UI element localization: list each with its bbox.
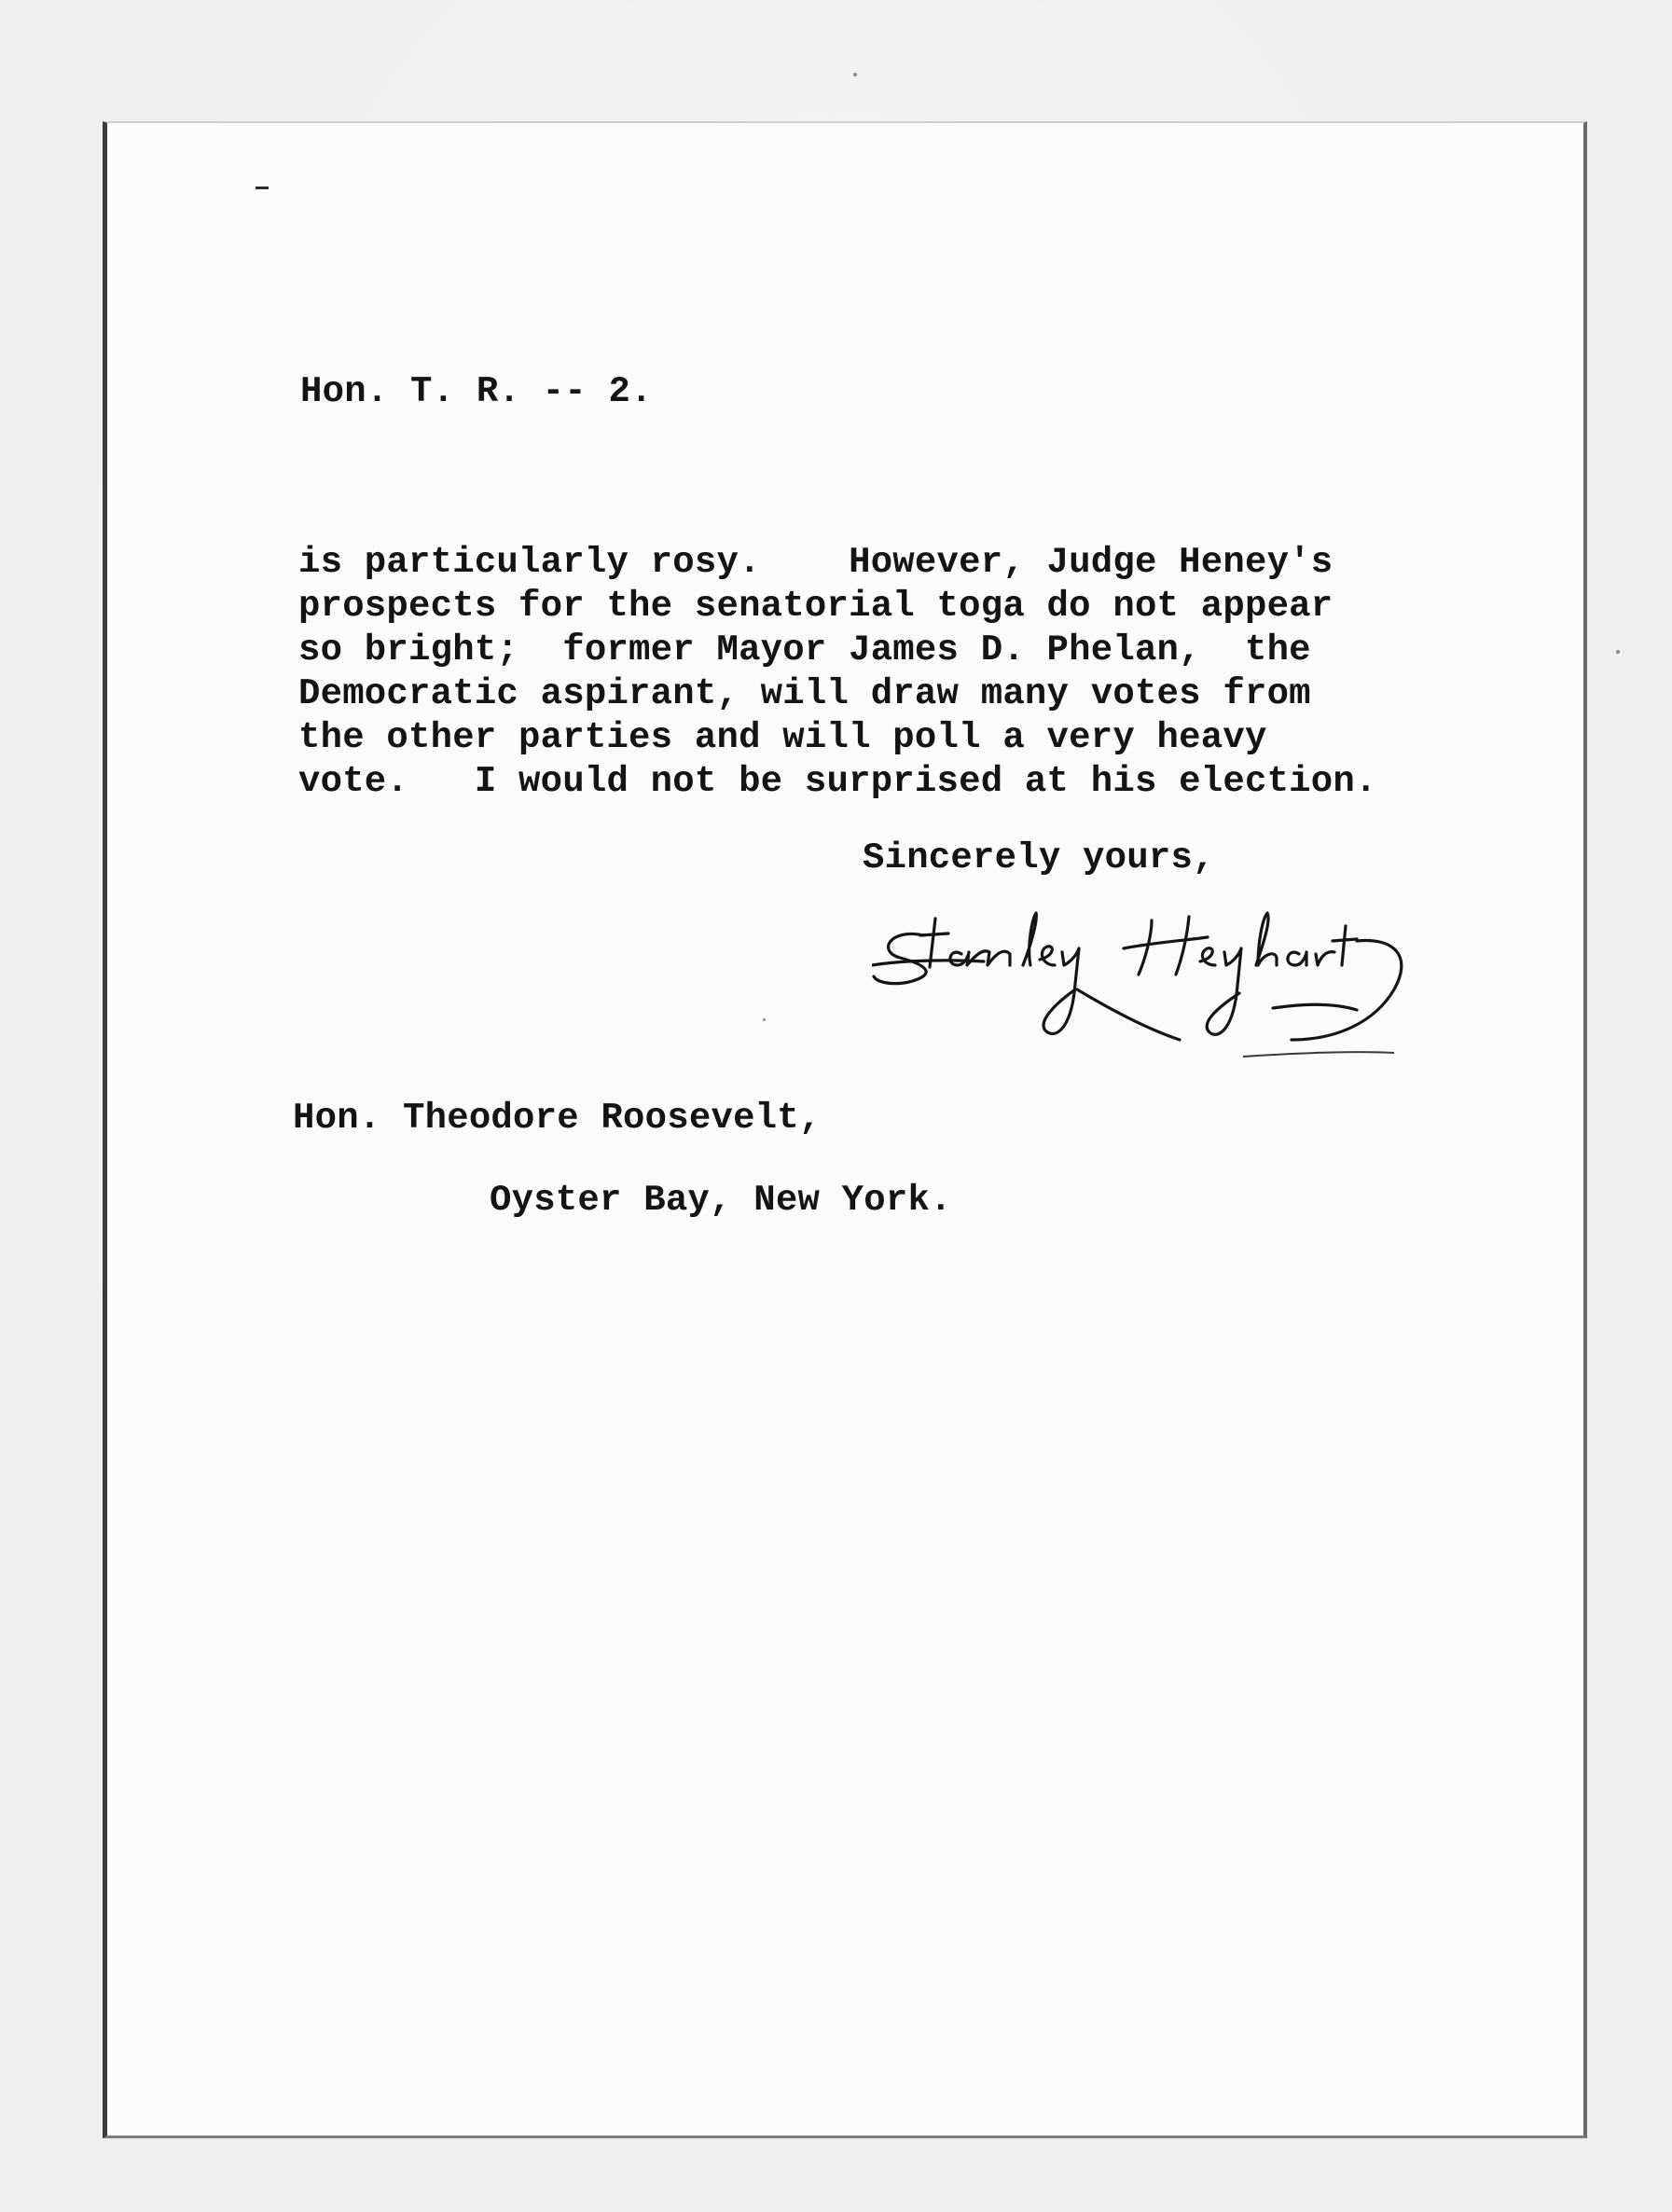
scan-speck xyxy=(853,73,857,76)
body-line: the other parties and will poll a very heavy xyxy=(298,717,1267,758)
recipient-address: Oyster Bay, New York. xyxy=(490,1180,952,1221)
body-line: is particularly rosy. However, Judge Heney's xyxy=(298,542,1333,583)
handwritten-signature xyxy=(872,900,1581,1068)
stray-ink-mark xyxy=(256,187,269,189)
body-line: Democratic aspirant, will draw many votes from xyxy=(298,673,1311,714)
scan-speck xyxy=(1616,650,1620,654)
recipient-name: Hon. Theodore Roosevelt, xyxy=(293,1098,822,1139)
letter-body xyxy=(298,541,1377,804)
body-line: vote. I would not be surprised at his election. xyxy=(298,761,1377,802)
scan-speck xyxy=(763,1018,766,1021)
page-header: Hon. T. R. -- 2. xyxy=(300,371,653,412)
body-line: so bright; former Mayor James D. Phelan, the xyxy=(298,629,1311,671)
closing: Sincerely yours, xyxy=(863,837,1215,878)
body-line: prospects for the senatorial toga do not appear xyxy=(298,586,1333,627)
